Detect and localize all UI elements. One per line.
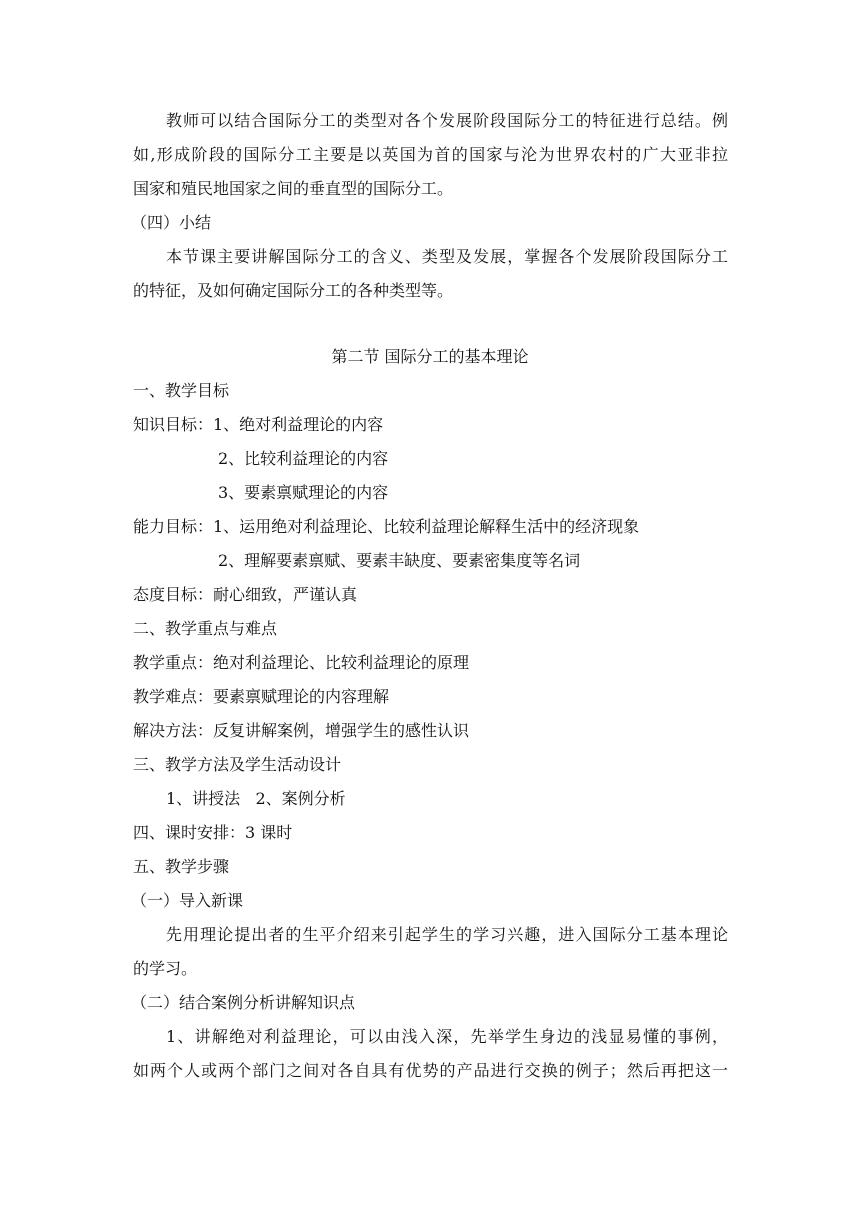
key-points-heading: 二、教学重点与难点 [133, 619, 278, 638]
methods-heading: 三、教学方法及学生活动设计 [133, 755, 342, 774]
step1-heading: （一）导入新课 [131, 891, 244, 910]
methods: 1、讲授法 2、案例分析 [166, 789, 346, 808]
key-point: 教学重点：绝对利益理论、比较利益理论的原理 [133, 653, 470, 672]
paragraph-line: 本节课主要讲解国际分工的含义、类型及发展，掌握各个发展阶段国际分工 [166, 247, 728, 266]
knowledge-goal-3: 3、要素禀赋理论的内容 [218, 483, 389, 502]
knowledge-goal-2: 2、比较利益理论的内容 [218, 449, 389, 468]
paragraph-line: 先用理论提出者的生平介绍来引起学生的学习兴趣，进入国际分工基本理论 [166, 925, 728, 944]
knowledge-goal-1: 知识目标：1、绝对利益理论的内容 [133, 415, 384, 434]
solution: 解决方法：反复讲解案例，增强学生的感性认识 [133, 721, 470, 740]
paragraph-line: 的学习。 [133, 959, 198, 978]
paragraph-line: 1、讲解绝对利益理论，可以由浅入深，先举学生身边的浅显易懂的事例， [166, 1027, 728, 1046]
step2-heading: （二）结合案例分析讲解知识点 [131, 993, 356, 1012]
summary-heading: （四）小结 [131, 213, 212, 232]
attitude-goal: 态度目标：耐心细致，严谨认真 [133, 585, 358, 604]
hours: 四、课时安排：3 课时 [133, 823, 293, 842]
goals-heading: 一、教学目标 [133, 381, 230, 400]
steps-heading: 五、教学步骤 [133, 857, 230, 876]
section-title: 第二节 国际分工的基本理论 [331, 347, 529, 366]
paragraph-line: 国家和殖民地国家之间的垂直型的国际分工。 [133, 179, 454, 198]
paragraph-line: 教师可以结合国际分工的类型对各个发展阶段国际分工的特征进行总结。例 [166, 111, 728, 130]
difficulty: 教学难点：要素禀赋理论的内容理解 [133, 687, 390, 706]
paragraph-line: 如两个人或两个部门之间对各自具有优势的产品进行交换的例子；然后再把这一 [133, 1061, 728, 1080]
paragraph-line: 如,形成阶段的国际分工主要是以英国为首的国家与沦为世界农村的广大亚非拉 [133, 145, 728, 164]
ability-goal-2: 2、理解要素禀赋、要素丰缺度、要素密集度等名词 [218, 551, 581, 570]
paragraph-line: 的特征，及如何确定国际分工的各种类型等。 [133, 281, 454, 300]
ability-goal-1: 能力目标：1、运用绝对利益理论、比较利益理论解释生活中的经济现象 [133, 517, 640, 536]
